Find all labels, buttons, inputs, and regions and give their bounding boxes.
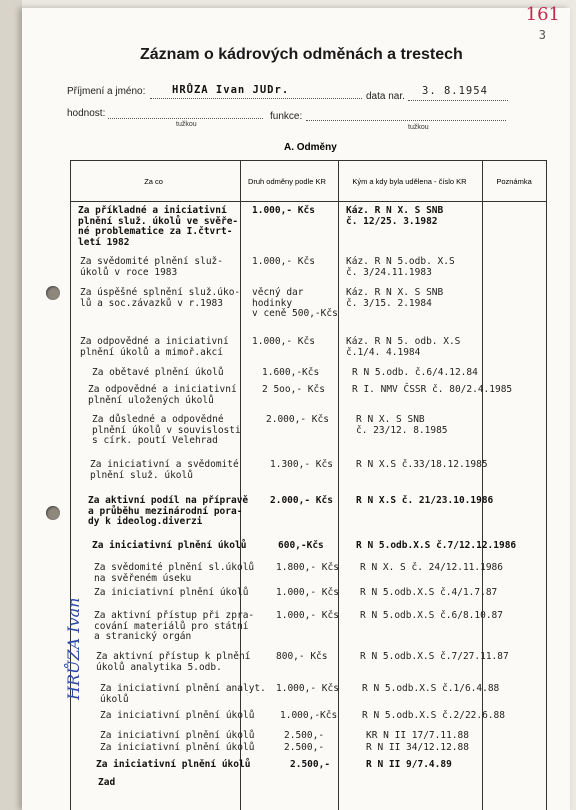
table-cell-reward-type: 1.000,- Kčs [252,336,315,347]
table-cell-reward-type: 2.000,- Kčs [270,495,333,506]
name-line [150,98,362,99]
table-cell-reason: Za důsledné a odpovědné plnění úkolů v souvislosti s círk. poutí Velehrad [92,414,241,446]
table-cell-reason: Za odpovědné a iniciativní plnění uložených úkolů [88,384,237,406]
function-line [306,120,506,121]
table-cell-reward-type: 2.500,- [284,730,325,741]
name-label: Příjmení a jméno: [67,86,146,97]
table-cell-granted-by: R N X. S č. 24/12.11.1986 [360,562,503,573]
table-cell-reason: Za iniciativní plnění úkolů [100,742,255,753]
table-cell-reward-type: 2.500,- [290,759,331,770]
col-header-granted-by: Kým a kdy byla udělena - číslo KR [337,161,482,202]
col-header-reward-type: Druh odměny podle KR [237,161,337,202]
table-cell-reward-type: 600,-Kčs [278,540,324,551]
table-cell-reward-type: 800,- Kčs [276,651,328,662]
table-cell-reward-type: 1.000,-Kčs [280,710,338,721]
col-header-reason: Za co [70,161,237,202]
table-cell-granted-by: R N 5.odb.X.S č.6/8.10.87 [360,610,503,621]
table-cell-granted-by: Káz. R N 5. odb. X.S č.1/4. 4.1984 [346,336,461,358]
punch-hole [46,506,60,520]
table-cell-reward-type: 1.000,- Kčs [252,205,315,216]
rewards-table-header [70,160,546,202]
table-cell-reason: Za aktivní podíl na přípravě a průběhu mezinárodní pora- dy k ideolog.diverzi [88,495,249,527]
function-label: funkce: [270,111,303,122]
table-cell-reason: Za iniciativní plnění úkolů [94,587,249,598]
birth-date-value: 3. 8.1954 [422,85,488,97]
section-title: A. Odměny [284,142,337,153]
table-cell-granted-by: Káz. R N 5.odb. X.S č. 3/24.11.1983 [346,256,455,278]
table-cell-reason: Za iniciativní plnění úkolů [96,759,251,770]
table-cell-reason: Za iniciativní plnění úkolů [92,540,247,551]
table-cell-granted-by: R N X. S SNB č. 23/12. 8.1985 [356,414,448,436]
table-border-left [70,160,71,810]
page-title: Záznam o kádrových odměnách a trestech [140,46,463,63]
column-divider [338,160,339,810]
table-cell-reason: Za svědomité plnění sl.úkolů na svěřeném úseku [94,562,255,584]
table-cell-granted-by: Káz. R N X. S SNB č. 3/15. 2.1984 [346,287,444,309]
col-header-note: Poznámka [482,161,546,202]
table-cell-reason: Za aktivní přístup při zpra- cování materiálů pro státní a stranický orgán [94,610,255,642]
table-cell-reason: Za iniciativní a svědomité plnění služ. úkolů [90,459,239,481]
table-cell-reason: Za úspěšné splnění služ.úko- lů a soc.závazků v r.1983 [80,287,241,309]
table-cell-granted-by: R N 5.odb.X.S č.7/12.12.1986 [356,540,517,551]
table-cell-reward-type: věcný dar hodinky v ceně 500,-Kčs [252,287,338,319]
table-cell-reward-type: 1.000,- Kčs [276,587,339,598]
table-cell-reason: Za svědomité plnění služ- úkolů v roce 1983 [80,256,223,278]
table-cell-reason: Za aktivní přístup k plnění úkolů analytika 5.odb. [96,651,251,673]
table-cell-reward-type: 2 5oo,- Kčs [262,384,325,395]
table-cell-granted-by: R N II 34/12.12.88 [366,742,469,753]
table-cell-reason: Za obětavé plnění úkolů [92,367,224,378]
table-cell-reason: Za příkladné a iniciativní plnění služ. úkolů ve svěře- né problematice za I.čtvrt- letí 1982 [78,205,239,248]
table-cell-reward-type: 1.300,- Kčs [270,459,333,470]
rank-hint: tužkou [176,121,197,128]
table-cell-reason: Za iniciativní plnění úkolů [100,730,255,741]
archive-subnumber: 3 [538,28,546,42]
table-cell-granted-by: Káz. R N X. S SNB č. 12/25. 3.1982 [346,205,444,227]
table-cell-reason: Za iniciativní plnění úkolů [100,710,255,721]
table-cell-reason: Za iniciativní plnění analyt. úkolů [100,683,266,705]
table-cell-reason: Za odpovědné a iniciativní plnění úkolů a mimoř.akcí [80,336,229,358]
adjacent-page-edge [0,0,22,810]
birth-date-label: data nar. [366,91,405,102]
function-hint: tužkou [408,124,429,131]
archive-number: 161 [525,4,560,25]
name-value: HRŮZA Ivan JUDr. [172,84,290,96]
table-cell-reward-type: 1.000,- Kčs [252,256,315,267]
table-cell-granted-by: R N 5.odb.X.S č.4/1.7.87 [360,587,498,598]
table-cell-reward-type: 2.000,- Kčs [266,414,329,425]
table-cell-granted-by: R N II 9/7.4.89 [366,759,452,770]
birth-date-line [408,100,508,101]
table-cell-reward-type: 1.600,-Kčs [262,367,320,378]
table-cell-granted-by: R N X.S č. 21/23.10.1986 [356,495,494,506]
table-cell-reward-type: 1.000,- Kčs [276,610,339,621]
table-cell-granted-by: R I. NMV ČSSR č. 80/2.4.1985 [352,384,513,395]
table-cell-reason: Zad [98,777,116,788]
table-cell-granted-by: R N 5.odb. č.6/4.12.84 [352,367,478,378]
rank-label: hodnost: [67,108,106,119]
table-cell-granted-by: R N 5.odb.X.S č.1/6.4.88 [362,683,500,694]
table-cell-reward-type: 2.500,- [284,742,325,753]
table-border-right [546,160,547,810]
table-cell-reward-type: 1.000,- Kčs [276,683,339,694]
table-cell-granted-by: R N X.S č.33/18.12.1985 [356,459,488,470]
punch-hole [46,286,60,300]
table-cell-granted-by: KR N II 17/7.11.88 [366,730,469,741]
table-cell-reward-type: 1.800,- Kčs [276,562,339,573]
rank-line [108,118,263,119]
table-cell-granted-by: R N 5.odb.X.S č.7/27.11.87 [360,651,509,662]
table-cell-granted-by: R N 5.odb.X.S č.2/22.6.88 [362,710,505,721]
handwritten-name: HRŮZA Ivan [64,597,83,700]
